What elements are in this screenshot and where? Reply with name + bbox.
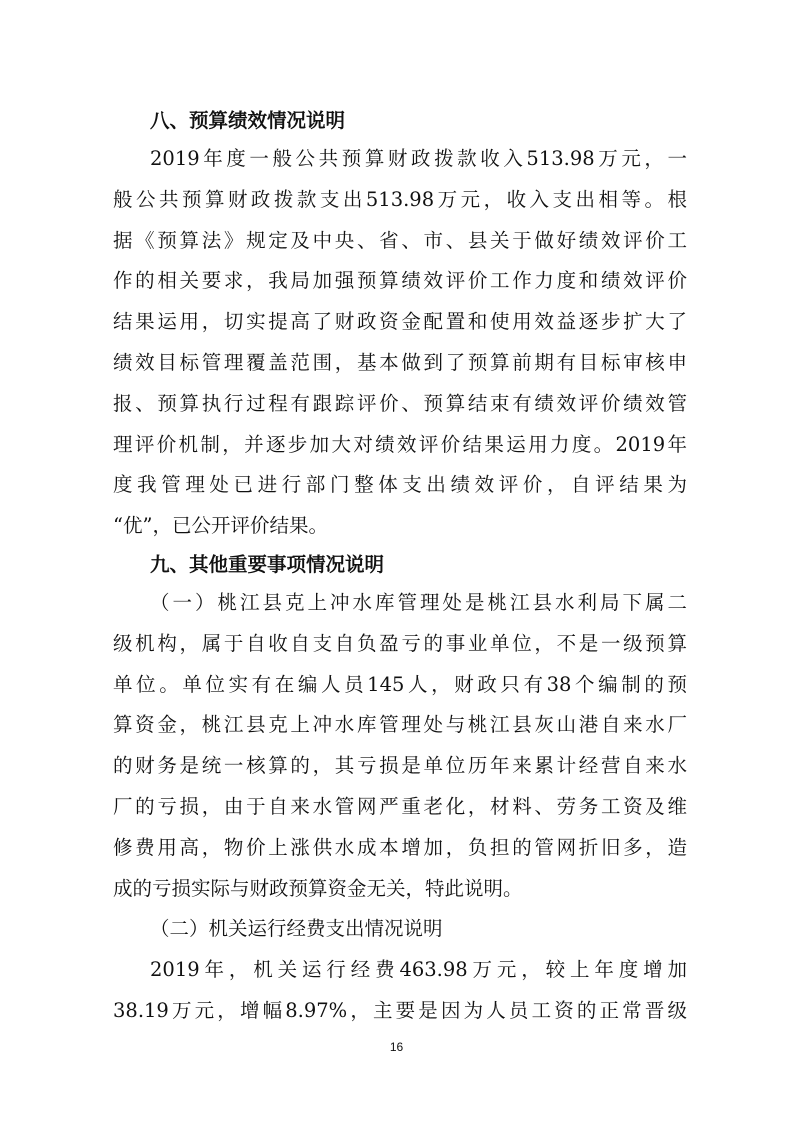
text-line: 结果运用，切实提高了财政资金配置和使用效益逐步扩大了 <box>113 310 687 334</box>
text-line: 2019年，机关运行经费463.98万元，较上年度增加 <box>150 958 687 982</box>
text-line: 般公共预算财政拨款支出513.98万元，收入支出相等。根 <box>113 187 687 211</box>
paragraph <box>113 139 687 547</box>
text-line: （一）桃江县克上冲水库管理处是桃江县水利局下属二 <box>150 590 687 614</box>
text-line: 作的相关要求，我局加强预算绩效评价工作力度和绩效评价 <box>113 269 687 293</box>
section-heading: 九、其他重要事项情况说明 <box>150 552 385 576</box>
text-line: 算资金，桃江县克上冲水库管理处与桃江县灰山港自来水厂 <box>113 713 687 737</box>
paragraph <box>113 950 687 1032</box>
text-line: 据《预算法》规定及中央、省、市、县关于做好绩效评价工 <box>113 228 687 252</box>
text-line: 度我管理处已进行部门整体支出绩效评价，自评结果为 <box>113 473 687 497</box>
text-line: 绩效目标管理覆盖范围，基本做到了预算前期有目标审核申 <box>113 350 687 374</box>
text-line: “优”，已公开评价结果。 <box>113 514 328 538</box>
paragraph <box>113 583 687 909</box>
paragraph <box>113 909 687 950</box>
text-line: 的财务是统一核算的，其亏损是单位历年来累计经营自来水 <box>113 754 687 778</box>
text-line: 报、预算执行过程有跟踪评价、预算结束有绩效评价绩效管 <box>113 391 687 415</box>
text-line: 2019年度一般公共预算财政拨款收入513.98万元，一 <box>150 147 687 170</box>
text-line: 成的亏损实际与财政预算资金无关，特此说明。 <box>113 876 523 900</box>
text-line: 厂的亏损，由于自来水管网严重老化，材料、劳务工资及维 <box>113 794 687 818</box>
page-number: 16 <box>389 1040 404 1054</box>
text-line: 修费用高，物价上涨供水成本增加，负担的管网折旧多，造 <box>113 835 687 859</box>
section-heading: 八、预算绩效情况说明 <box>150 109 346 132</box>
text-line: 38.19万元，增幅8.97%，主要是因为人员工资的正常晋级 <box>113 998 687 1022</box>
text-line: 级机构，属于自收自支自负盈亏的事业单位，不是一级预算 <box>113 631 687 655</box>
text-line: 理评价机制，并逐步加大对绩效评价结果运用力度。2019年 <box>113 432 687 456</box>
text-line: （二）机关运行经费支出情况说明 <box>150 917 443 941</box>
document-body <box>113 103 687 1032</box>
text-line: 单位。单位实有在编人员145人，财政只有38个编制的预 <box>113 672 687 696</box>
